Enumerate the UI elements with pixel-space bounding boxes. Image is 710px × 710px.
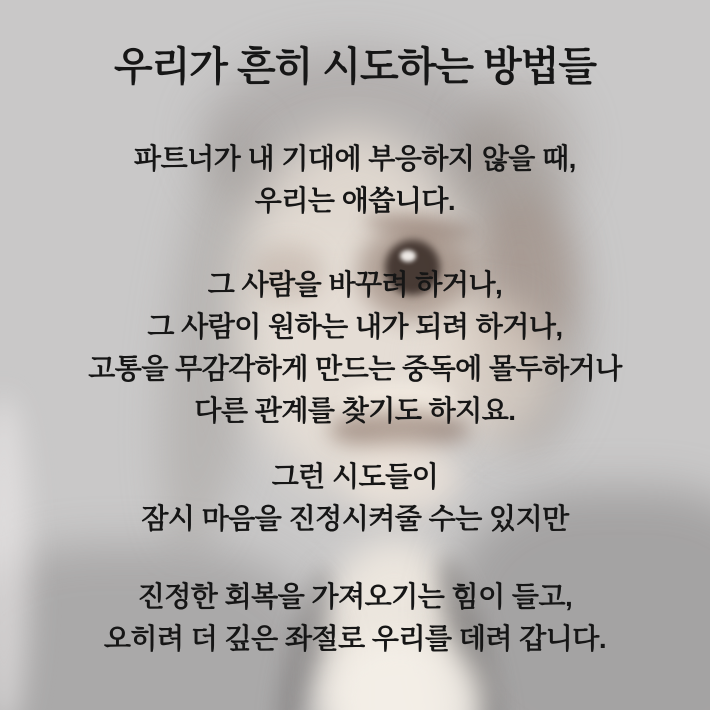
card-title: 우리가 흔히 시도하는 방법들 [113,45,597,89]
text-line: 진정한 회복을 가져오기는 힘이 들고, [137,581,573,612]
text-line: 그런 시도들이 [271,461,439,492]
text-line: 다른 관계를 찾기도 하지요. [194,395,516,426]
text-line: 오히려 더 깊은 좌절로 우리를 데려 갑니다. [103,623,607,654]
text-line: 그 사람이 원하는 내가 되려 하거나, [147,311,563,342]
paragraph-1 [0,138,710,222]
paragraph-3 [0,456,710,540]
text-line: 그 사람을 바꾸려 하거나, [207,269,503,300]
text-line: 잠시 마음을 진정시켜줄 수는 있지만 [141,503,569,534]
text-line: 고통을 무감각하게 만드는 중독에 몰두하거나 [88,353,622,384]
paragraph-4 [0,576,710,660]
paragraph-2 [0,264,710,432]
text-line: 파트너가 내 기대에 부응하지 않을 때, [134,143,576,174]
text-line: 우리는 애씁니다. [254,185,456,216]
